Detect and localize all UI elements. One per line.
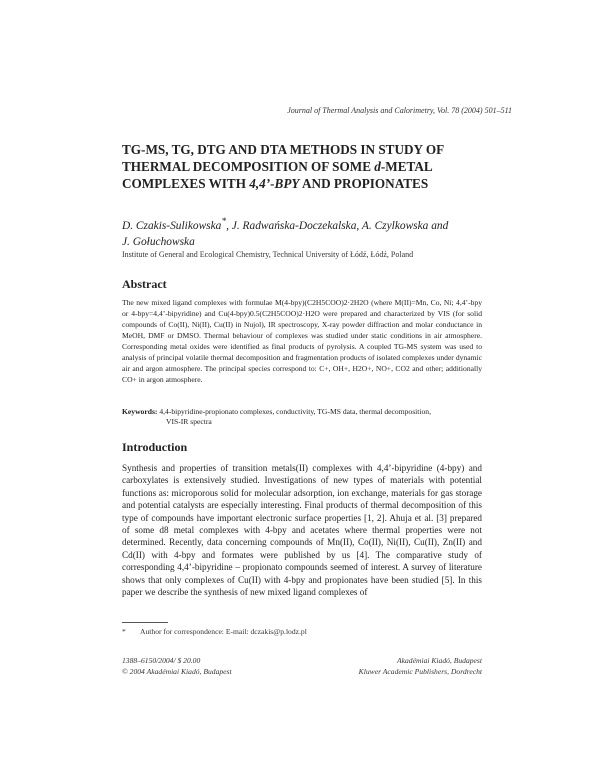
introduction-heading: Introduction (122, 440, 188, 454)
keywords-line-1: 4,4-bipyridine-propionato complexes, conductivity, TG-MS data, thermal decomposition, (157, 407, 431, 416)
keywords-label: Keywords: (122, 407, 158, 416)
footer-right (359, 656, 482, 677)
authors-line-1 (122, 214, 492, 234)
publisher-2: Kluwer Academic Publishers, Dordrecht (358, 666, 482, 676)
footnote-text: Author for correspondence: E-mail: dczakis@p.lodz.pl (140, 627, 307, 636)
corresponding-author-mark: * (221, 217, 227, 227)
publisher-1: Akadémiai Kiadó, Budapest (397, 656, 482, 665)
copyright: © 2004 Akadémiai Kiadó, Budapest (122, 666, 232, 676)
paper-title (122, 141, 502, 192)
issn-price: 1388–6150/2004/ $ 20.00 (122, 656, 201, 665)
authors-rest: , J. Radwańska-Doczekalska, A. Czylkowska and (226, 219, 449, 232)
abstract-body (122, 297, 482, 385)
footnote (122, 627, 307, 636)
introduction-body (122, 462, 482, 598)
title-line-2 (122, 158, 502, 175)
author-list (122, 214, 492, 250)
title-line-1: TG-MS, TG, DTG AND DTA METHODS IN STUDY OF (122, 142, 445, 157)
title-line-2-italic: d (374, 159, 381, 174)
journal-reference: Journal of Thermal Analysis and Calorimetry, Vol. 78 (2004) 501–511 (287, 106, 512, 115)
footer-left (122, 656, 232, 677)
footnote-mark: * (122, 627, 126, 636)
authors-line-2: J. Gołuchowska (122, 235, 195, 248)
introduction-text: Synthesis and properties of transition metals(II) complexes with 4,4’-bipyridine (4-bpy) and carboxylates is extensively studied. Investigations of new types of materials with potential functions as: microporous solid for molecular adsorption, ion exchange, materials for gas storage and potential catalysts are especially interesting. Final products of thermal decomposition of this type of compounds have important electronic surface properties [1, 2]. Ahuja et al. [3] prepared of some d8 metal complexes with 4-bpy and acetates where thermal properties were not determined. Recently, data concerning compounds of Mn(II), Co(II), Ni(II), Cu(II), Zn(II) and Cd(II) with 4-bpy and formates were published by us [4]. The comparative study of corresponding 4,4’-bipyridine – propionato compounds seemed of interest. A survey of literature shows that only complexes of Cu(II) with 4-bpy and propionates have been studied [5]. In this paper we describe the synthesis of new mixed ligand complexes of (122, 463, 482, 598)
keywords (122, 407, 482, 427)
title-line-2-start: THERMAL DECOMPOSITION OF SOME (122, 159, 375, 174)
abstract-text: The new mixed ligand complexes with formulae M(4-bpy)(C2H5COO)2·2H2O (where M(II)=Mn, Co, Ni; 4,4’-bpy or 4-bpy=4,4’-bipyridine) and Cu(4-bpy)0.5(C2H5COO)2·H2O were prepared and characterized by VIS (for solid compounds of Co(II), Ni(II), Cu(II) in Nujol), IR spectroscopy, X-ray powder diffraction and molar conductance in MeOH, DMF or DMSO. Thermal behaviour of complexes was studied under static conditions in air atmosphere. Corresponding metal oxides were identified as final products of pyrolysis. A coupled TG-MS system was used to analysis of principal volatile thermal decomposition and fragmentation products of isolated complexes under dynamic air and argon atmosphere. The principal species correspond to: C+, OH+, H2O+, NO+, CO2 and other; additionally CO+ in argon atmosphere. (122, 298, 482, 384)
affiliation: Institute of General and Ecological Chemistry, Technical University of Łódź, Łódź, Poland (122, 250, 414, 259)
keywords-line-2: VIS-IR spectra (166, 417, 212, 426)
title-line-3-italic: 4,4’-BPY (249, 176, 300, 191)
footnote-rule (122, 622, 168, 623)
title-line-3-start: COMPLEXES WITH (122, 176, 250, 191)
title-line-3 (122, 175, 502, 192)
title-line-2-end: -METAL (380, 159, 433, 174)
abstract-heading: Abstract (122, 277, 167, 291)
author-first: D. Czakis-Sulikowska (122, 219, 222, 232)
title-line-3-end: AND PROPIONATES (299, 176, 429, 191)
